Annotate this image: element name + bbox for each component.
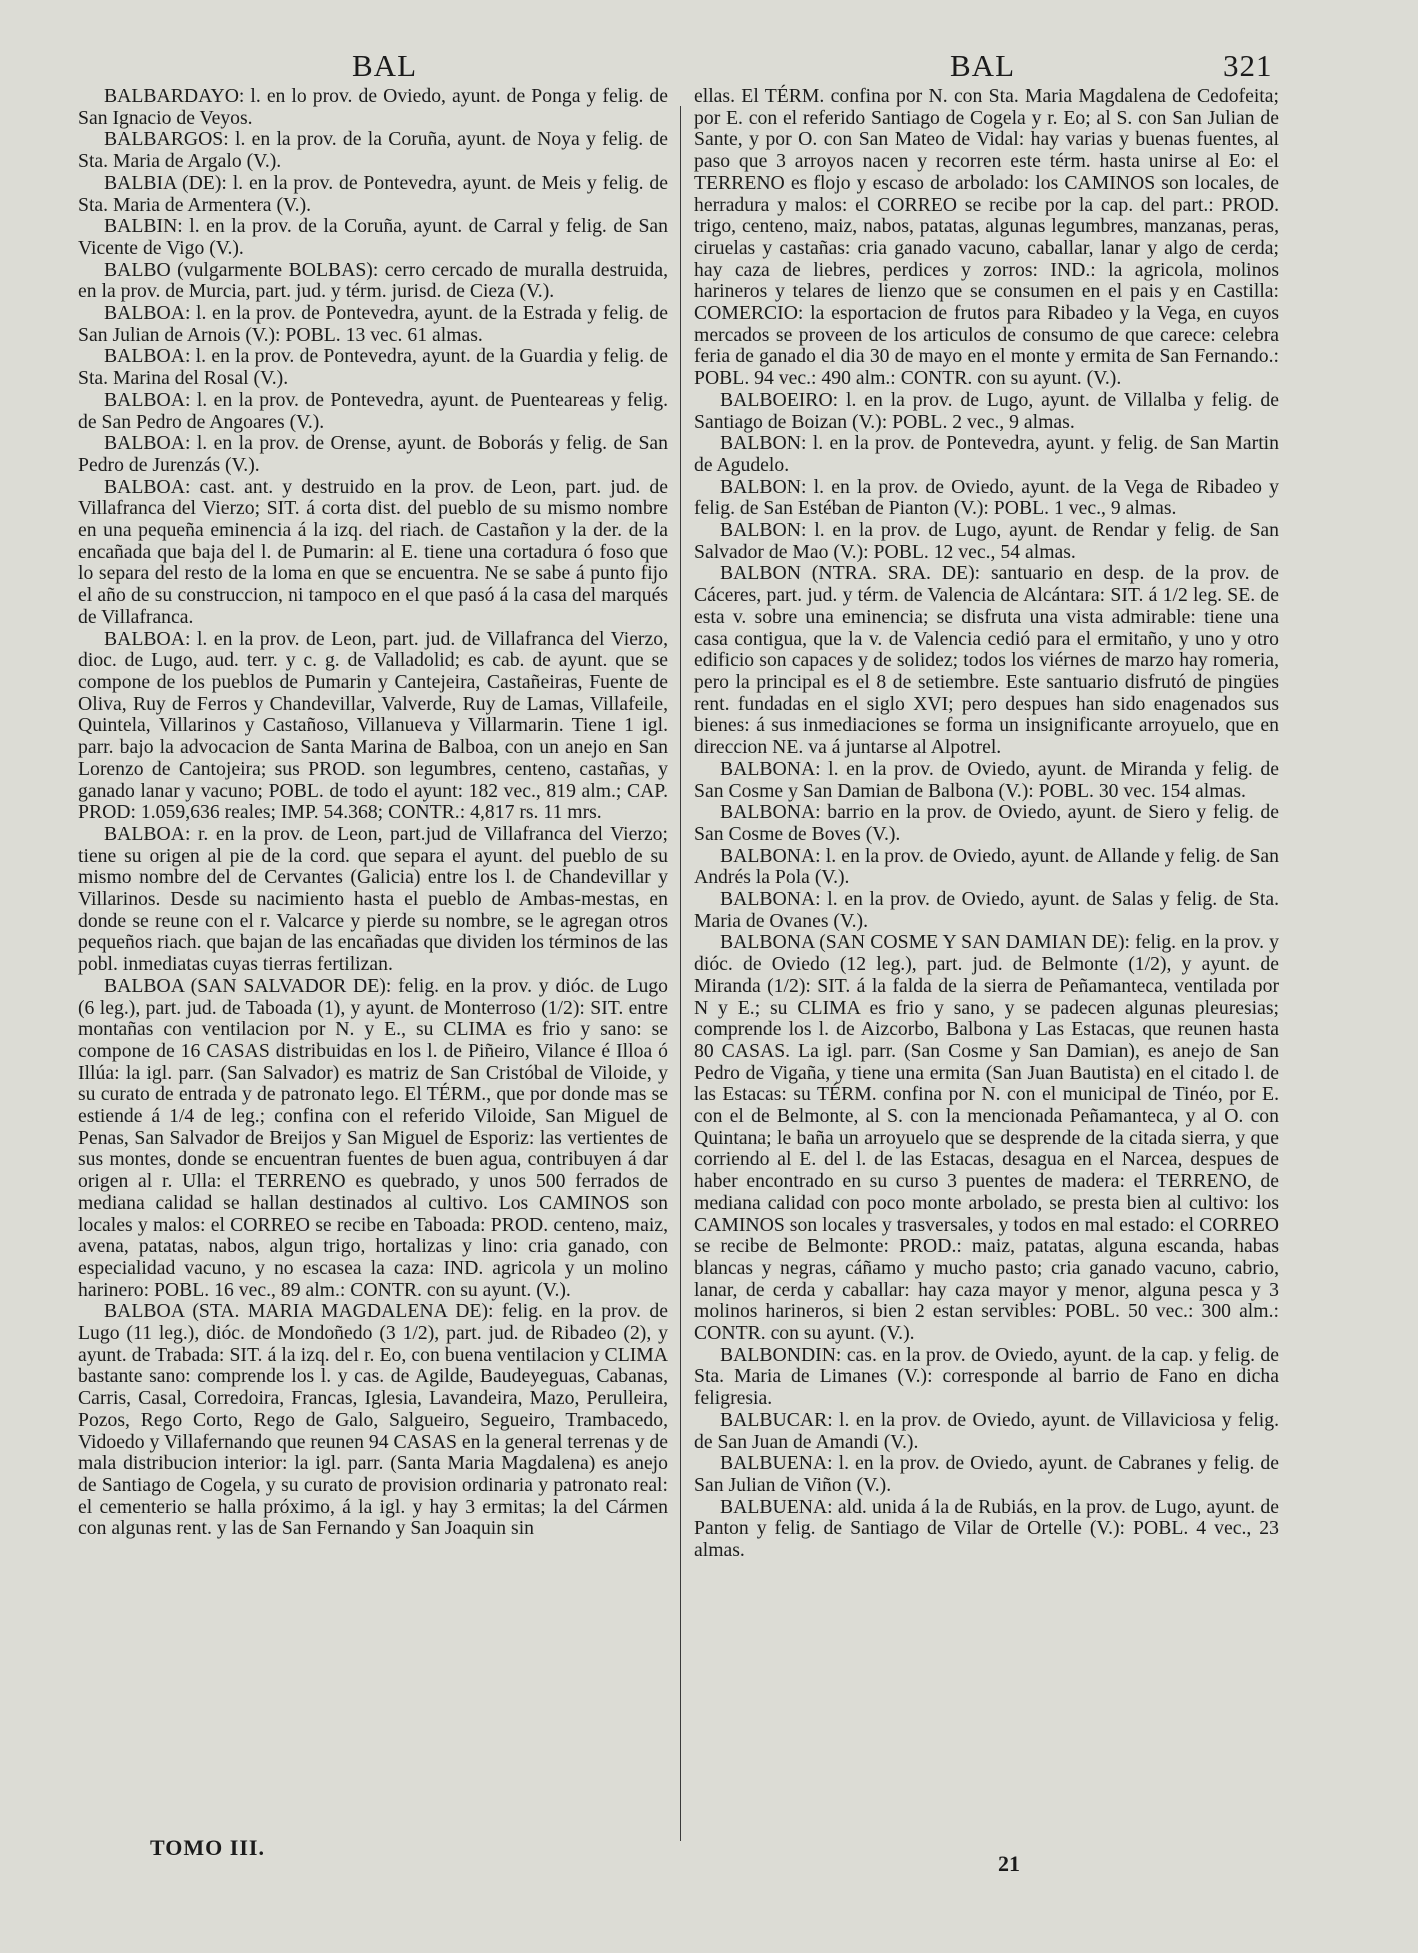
entry-balbia: BALBIA (DE): l. en la prov. de Pontevedra, ayunt. de Meis y felig. de Sta. Maria de Armentera (V.). [78, 171, 668, 216]
entry-balbon-lugo: BALBON: l. en la prov. de Lugo, ayunt. de Rendar y felig. de San Salvador de Mao (V.): POBL. 12 vec., 54 almas. [694, 519, 1279, 563]
entry-balbin: BALBIN: l. en la prov. de la Coruña, ayunt. de Carral y felig. de San Vicente de Vigo (V.). [78, 215, 668, 259]
entry-balboeiro: BALBOEIRO: l. en la prov. de Lugo, ayunt. de Villalba y felig. de Santiago de Boizan (V.): POBL. 2 vec., 9 almas. [694, 388, 1279, 433]
entry-balboa-san-salvador: BALBOA (SAN SALVADOR DE): felig. en la prov. y dióc. de Lugo (6 leg.), part. jud. de Taboada (1), y ayunt. de Monterroso (1/2): SIT. entre montañas con ventilacion por N. y E., su CLIMA es frio y sano: se compone de 16 CASAS distribuidas en los l. de Piñeiro, Vilance é Illoa ó Illúa: la igl. parr. (San Salvador) es matriz de San Cristóbal de Viloide, y su curato de entrada y de patronato lego. El TÉRM., que por donde mas se estiende á 1/4 de leg.; confina con el referido Viloide, San Miguel de Penas, San Salvador de Breijos y San Miguel de Esporiz: las vertientes de sus montes, donde se encuentran fuentes de buen agua, contribuyen á dar origen al r. Ulla: el TERRENO es quebrado, y unos 500 ferrados de mediana calidad se hallan destinados al cultivo. Los CAMINOS son locales y malos: el CORREO se recibe en Taboada: PROD. centeno, maiz, avena, patatas, nabos, algun trigo, hortalizas y lino: cria ganado, con especialidad vacuno, y no escasea la caza: IND. agricola y un molino harinero: POBL. 16 vec., 89 alm.: CONTR. con su ayunt. (V.). [78, 974, 668, 1301]
column-divider [680, 106, 681, 1841]
entry-balbuena-cabranes: BALBUENA: l. en la prov. de Oviedo, ayunt. de Cabranes y felig. de San Julian de Viñon (V.). [694, 1452, 1279, 1496]
volume-label: TOMO III. [150, 1835, 265, 1860]
entry-balbona-san-cosme: BALBONA (SAN COSME Y SAN DAMIAN DE): felig. en la prov. y dióc. de Oviedo (12 leg.), part. jud. de Belmonte (1/2), y ayunt. de Miranda (1/2): SIT. á la falda de la sierra de Peñamanteca, ventilada por N y E.; su CLIMA es frio y sano, y se padecen algunas pleuresias; comprende los l. de Aizcorbo, Balbona y Las Estacas, que reunen hasta 80 CASAS. La igl. parr. (San Cosme y San Damian), es anejo de San Pedro de Vigaña, y tiene una ermita (San Juan Bautista) en el citado l. de las Estacas: su TÉRM. confina por N. con el municipal de Tinéo, por E. con el de Belmonte, al S. con la mencionada Peñamanteca, y al O. con Quintana; le baña un arroyuelo que se desprende de la citada sierra, y que corriendo al E. del l. de las Estacas, desagua en el Narcea, despues de haber encontrado en su curso 3 puentes de madera: el TERRENO, de mediana calidad con poco monte arbolado, se presta bien al cultivo: los CAMINOS son locales y trasversales, y todos en mal estado: el CORREO se recibe de Belmonte: PROD.: maiz, patatas, alguna escanda, habas blancas y negras, cáñamo y mucho pasto; cria ganado vacuno, cabrio, lanar, de cerda y caballar: hay caza mayor y menor, alguna pesca y 3 molinos harineros, si bien 2 estan servibles: POBL. 50 vec.: 300 alm.: CONTR. con su ayunt. (V.). [694, 931, 1279, 1345]
entry-continuation: ellas. El TÉRM. confina por N. con Sta. Maria Magdalena de Cedofeita; por E. con el referido Santiago de Cogela y r. Eo; al S. con San Julian de Sante, y por O. con San Mateo de Vidal: hay varias y buenas fuentes, al paso que 3 arroyos nacen y recorren este térm. hasta unirse al Eo: el TERRENO es flojo y escaso de arbolado: los CAMINOS son locales, de herradura y malos: el CORREO se recibe por la cap. del part.: PROD. trigo, centeno, maiz, nabos, patatas, algunas legumbres, manzanas, peras, ciruelas y castañas: cria ganado vacuno, caballar, lanar y algo de cerda; hay caza de liebres, perdices y zorros: IND.: la agricola, molinos harineros y telares de lienzo que se consumen en el pais y en Castilla: COMERCIO: la esportacion de frutos para Ribadeo y la Vega, en cuyos mercados se proveen de los articulos de consumo de que carece: celebra feria de ganado el dia 30 de mayo en el monte y ermita de San Fernando.: POBL. 94 vec.: 490 alm.: CONTR. con su ayunt. (V.). [694, 85, 1279, 390]
right-column [694, 86, 1279, 1562]
entry-balbuena-lugo: BALBUENA: ald. unida á la de Rubiás, en la prov. de Lugo, ayunt. de Panton y felig. de Santiago de Vilar de Ortelle (V.): POBL. 4 vec., 23 almas. [694, 1495, 1279, 1562]
entry-balbona-salas: BALBONA: l. en la prov. de Oviedo, ayunt. de Salas y felig. de Sta. Maria de Ovanes (V.). [694, 888, 1279, 932]
entry-balbon-oviedo: BALBON: l. en la prov. de Oviedo, ayunt. de la Vega de Ribadeo y felig. de San Estéban de Pianton (V.): POBL. 1 vec., 9 almas. [694, 475, 1279, 520]
entry-balbona-siero: BALBONA: barrio en la prov. de Oviedo, ayunt. de Siero y felig. de San Cosme de Boves (V.). [694, 801, 1279, 845]
entry-balboa-estrada: BALBOA: l. en la prov. de Pontevedra, ayunt. de la Estrada y felig. de San Julian de Arnois (V.): POBL. 13 vec. 61 almas. [78, 302, 668, 346]
entry-balbona-miranda: BALBONA: l. en la prov. de Oviedo, ayunt. de Miranda y felig. de San Cosme y San Damian de Balbona (V.): POBL. 30 vec. 154 almas. [694, 757, 1279, 802]
entry-balboa-guardia: BALBOA: l. en la prov. de Pontevedra, ayunt. de la Guardia y felig. de Sta. Marina del Rosal (V.). [78, 345, 668, 390]
entry-balboa-orense: BALBOA: l. en la prov. de Orense, ayunt. de Boborás y felig. de San Pedro de Jurenzás (V.). [78, 432, 668, 476]
page-number: 321 [1223, 48, 1273, 83]
running-head-right: BAL [950, 48, 1015, 83]
entry-balboa-sta-maria: BALBOA (STA. MARIA MAGDALENA DE): felig. en la prov. de Lugo (11 leg.), dióc. de Mondoñedo (3 1/2), part. jud. de Ribadeo (2), y ayunt. de Trabada: SIT. á la izq. del r. Eo, con buena ventilacion y CLIMA bastante sano: comprende los l. y cas. de Agilde, Baudeyeguas, Cabanas, Carris, Casal, Corredoira, Francas, Iglesia, Lavandeira, Mazo, Perulleira, Pozos, Rego Corto, Rego de Galo, Salgueiro, Segueiro, Trambacedo, Vidoedo y Villafernando que reunen 94 CASAS en la general terrenas y de mala distribucion interior: la igl. parr. (Santa Maria Magdalena) es anejo de Santiago de Cogela, y su curato de provision ordinaria y patronato real: el cementerio se halla próximo, á la igl. y hay 3 ermitas; la del Cármen con algunas rent. y las de San Fernando y San Joaquin sin [78, 1300, 668, 1540]
entry-balbona-allande: BALBONA: l. en la prov. de Oviedo, ayunt. de Allande y felig. de San Andrés la Pola (V.). [694, 844, 1279, 889]
entry-balbo: BALBO (vulgarmente BOLBAS): cerro cercado de muralla destruida, en la prov. de Murcia, part. jud. y térm. jurisd. de Cieza (V.). [78, 258, 668, 303]
entry-balbardayo: BALBARDAYO: l. en lo prov. de Oviedo, ayunt. de Ponga y felig. de San Ignacio de Veyos. [78, 85, 668, 129]
left-column [78, 86, 668, 1540]
entry-balbucar: BALBUCAR: l. en la prov. de Oviedo, ayunt. de Villaviciosa y felig. de San Juan de Amandi (V.). [694, 1408, 1279, 1453]
running-head-left: BAL [352, 48, 417, 83]
entry-balbargos: BALBARGOS: l. en la prov. de la Coruña, ayunt. de Noya y felig. de Sta. Maria de Argalo (V.). [78, 128, 668, 173]
entry-balboa-leon: BALBOA: l. en la prov. de Leon, part. jud. de Villafranca del Vierzo, dioc. de Lugo, aud. terr. y c. g. de Valladolid; es cab. de ayunt. que se compone de los pueblos de Pumarin y Cantejeira, Castañeiras, Fuente de Oliva, Ruy de Ferros y Chandevillar, Valverde, Ruy de Lamas, Villafeile, Quintela, Villarinos y Castañoso, Villanueva y Villarmarin. Tiene 1 igl. parr. bajo la advocacion de Santa Marina de Balboa, con un anejo en San Lorenzo de Cantojeira; sus PROD. son legumbres, centeno, castañas, y ganado lanar y vacuno; POBL. de todo el ayunt: 182 vec., 819 alm.; CAP. PROD: 1.059,636 reales; IMP. 54.368; CONTR.: 4,817 rs. 11 mrs. [78, 627, 668, 824]
entry-balbon-pontevedra: BALBON: l. en la prov. de Pontevedra, ayunt. y felig. de San Martin de Agudelo. [694, 432, 1279, 476]
entry-balbondin: BALBONDIN: cas. en la prov. de Oviedo, ayunt. de la cap. y felig. de Sta. Maria de Limanes (V.): corresponde al barrio de Fano en dicha feligresia. [694, 1343, 1279, 1410]
signature-mark: 21 [998, 1851, 1020, 1876]
entry-balboa-puenteareas: BALBOA: l. en la prov. de Pontevedra, ayunt. de Puenteareas y felig. de San Pedro de Angoares (V.). [78, 388, 668, 433]
entry-balboa-castle: BALBOA: cast. ant. y destruido en la prov. de Leon, part. jud. de Villafranca del Vierzo; SIT. á corta dist. del pueblo de su mismo nombre en una pequeña eminencia á la izq. del riach. de Castañon y la der. de la encañada que baja del l. de Pumarin: al E. tiene una cortadura ó foso que lo separa del resto de la loma en que se encuentra. Ne se sabe á punto fijo el año de su construccion, ni tampoco en el que pasó á la casa del marqués de Villafranca. [78, 475, 668, 628]
entry-balboa-river: BALBOA: r. en la prov. de Leon, part.jud de Villafranca del Vierzo; tiene su origen al pie de la cord. que separa el ayunt. del pueblo de su mismo nombre del de Cervantes (Galicia) entre los l. de Chandevillar y Villarinos. Desde su nacimiento hasta el pueblo de Ambas-mestas, en donde se reune con el r. Valcarce y pierde su nombre, se le agregan otros pequeños riach. que bajan de las encañadas que dividen los términos de las pobl. inmediatas cuyas tierras fertilizan. [78, 822, 668, 976]
entry-balbon-santuario: BALBON (NTRA. SRA. DE): santuario en desp. de la prov. de Cáceres, part. jud. y térm. de Valencia de Alcántara: SIT. á 1/2 leg. SE. de esta v. sobre una eminencia; se disfruta una vista admirable: tiene una casa contigua, que la v. de Valencia cedió para el ermitaño, y uno y otro edificio son capaces y de solidez; todos los viérnes de marzo hay romeria, pero la principal es el 8 de setiembre. Este santuario disfrutó de pingües rent. fundadas en el siglo XVI; pero despues han sido enagenados sus bienes: á sus inmediaciones se forma un insignificante arroyuelo, que en direccion NE. va á juntarse al Alpotrel. [694, 562, 1279, 759]
